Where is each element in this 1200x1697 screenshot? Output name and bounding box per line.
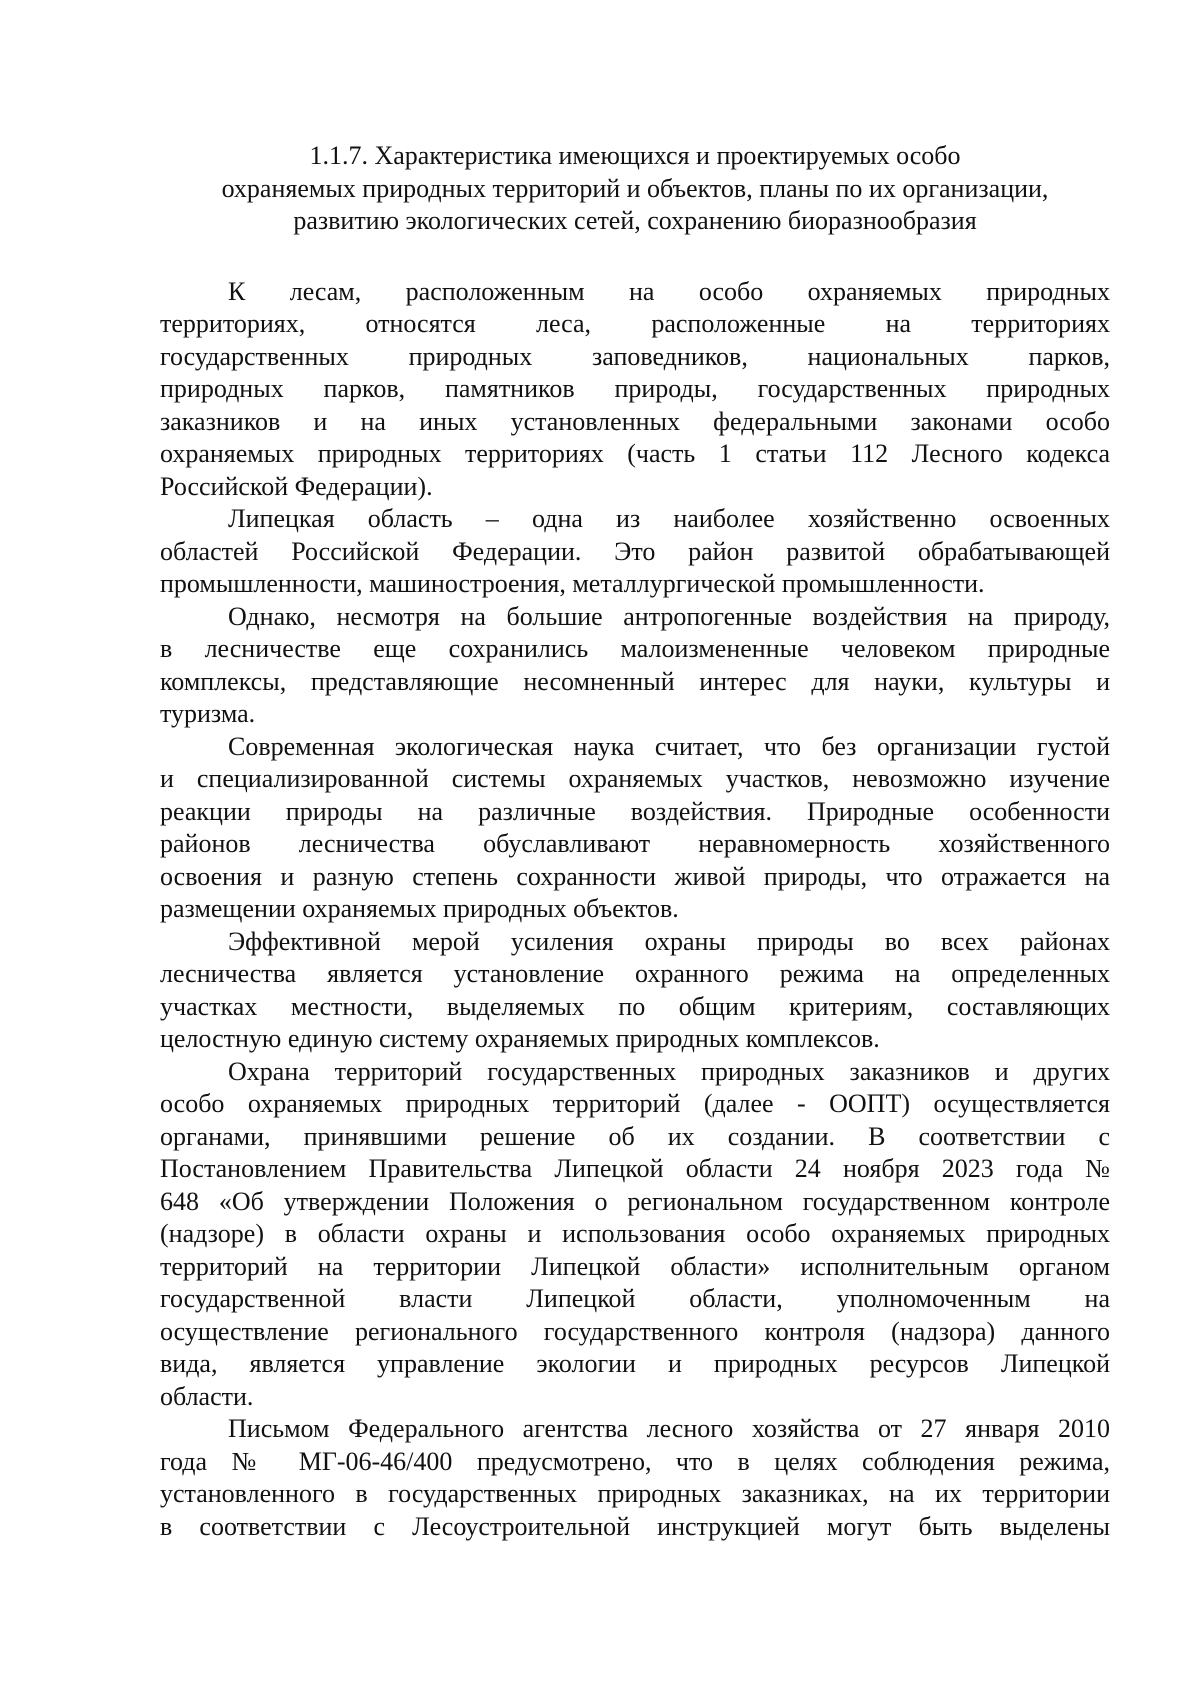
- paragraph-line: Постановлением Правительства Липецкой области 24 ноября 2023 года №: [160, 1154, 1110, 1183]
- paragraph-line: Эффективной мерой усиления охраны природы во всех районах: [228, 926, 1110, 956]
- paragraph-line: Письмом Федерального агентства лесного хозяйства от 27 января 2010: [228, 1414, 1110, 1443]
- paragraph-line: в соответствии с Лесоустроительной инструкцией могут быть выделены: [160, 1511, 1110, 1541]
- section-heading-line: 1.1.7. Характеристика имеющихся и проектируемых особо: [309, 141, 961, 170]
- paragraph-line: государственной власти Липецкой области, уполномоченным на: [160, 1284, 1110, 1313]
- paragraph-line: Российской Федерации).: [160, 471, 433, 501]
- paragraph: [160, 601, 1110, 731]
- paragraph-line: государственных природных заповедников, национальных парков,: [160, 341, 1110, 371]
- section-heading-line: развитию экологических сетей, сохранению биоразнообразия: [293, 206, 977, 235]
- paragraph-line: особо охраняемых природных территорий (далее - ООПТ) осуществляется: [160, 1089, 1110, 1118]
- paragraph-line: промышленности, машиностроения, металлургической промышленности.: [160, 569, 985, 598]
- paragraph-line: лесничества является установление охранного режима на определенных: [160, 959, 1110, 988]
- paragraph-line: комплексы, представляющие несомненный интерес для науки, культуры и: [160, 666, 1110, 696]
- paragraph-line: Современная экологическая наука считает, что без организации густой: [228, 731, 1110, 761]
- paragraph-line: туризма.: [160, 699, 256, 728]
- paragraph: [160, 731, 1110, 926]
- paragraph: [160, 926, 1110, 1056]
- paragraph: [160, 276, 1110, 504]
- paragraph-line: установленного в государственных природных заказниках, на их территории: [160, 1479, 1110, 1508]
- paragraph-line: в лесничестве еще сохранились малоизмененные человеком природные: [160, 634, 1110, 663]
- paragraph-line: реакции природы на различные воздействия. Природные особенности: [160, 796, 1110, 826]
- paragraph-line: областей Российской Федерации. Это район развитой обрабатывающей: [160, 536, 1110, 566]
- paragraph-line: 648 «Об утверждении Положения о региональном государственном контроле: [160, 1186, 1110, 1216]
- body-text: [160, 276, 1110, 1544]
- paragraph-line: размещении охраняемых природных объектов.: [160, 894, 679, 923]
- paragraph-line: К лесам, расположенным на особо охраняемых природных: [228, 276, 1110, 306]
- section-heading: [160, 140, 1110, 238]
- paragraph-line: заказников и на иных установленных федеральными законами особо: [160, 406, 1110, 436]
- paragraph-line: участках местности, выделяемых по общим критериям, составляющих: [160, 991, 1110, 1021]
- paragraph-line: природных парков, памятников природы, государственных природных: [160, 374, 1110, 403]
- paragraph-line: Однако, несмотря на большие антропогенные воздействия на природу,: [228, 601, 1110, 631]
- section-heading-line: охраняемых природных территорий и объектов, планы по их организации,: [221, 173, 1049, 203]
- paragraph-line: районов лесничества обуславливают неравномерность хозяйственного: [160, 829, 1110, 858]
- paragraph-line: органами, принявшими решение об их создании. В соответствии с: [160, 1121, 1110, 1151]
- paragraph-line: целостную единую систему охраняемых природных комплексов.: [160, 1024, 880, 1053]
- paragraph-line: Охрана территорий государственных природных заказников и других: [228, 1056, 1110, 1086]
- paragraph: [160, 1056, 1110, 1414]
- paragraph-line: охраняемых природных территориях (часть 1 статьи 112 Лесного кодекса: [160, 439, 1110, 468]
- paragraph-line: года № МГ-06-46/400 предусмотрено, что в целях соблюдения режима,: [160, 1446, 1110, 1476]
- paragraph-line: и специализированной системы охраняемых участков, невозможно изучение: [160, 764, 1110, 793]
- paragraph-line: осуществление регионального государственного контроля (надзора) данного: [160, 1316, 1110, 1346]
- paragraph-line: территорий на территории Липецкой области» исполнительным органом: [160, 1251, 1110, 1281]
- paragraph: [160, 1413, 1110, 1543]
- paragraph-line: вида, является управление экологии и природных ресурсов Липецкой: [160, 1349, 1110, 1378]
- paragraph: [160, 503, 1110, 601]
- document-page: [160, 140, 1110, 1543]
- paragraph-line: Липецкая область – одна из наиболее хозяйственно освоенных: [228, 504, 1110, 533]
- paragraph-line: (надзоре) в области охраны и использования особо охраняемых природных: [160, 1219, 1110, 1248]
- paragraph-line: территориях, относятся леса, расположенные на территориях: [160, 309, 1110, 338]
- paragraph-line: области.: [160, 1381, 254, 1411]
- paragraph-line: освоения и разную степень сохранности живой природы, что отражается на: [160, 861, 1110, 891]
